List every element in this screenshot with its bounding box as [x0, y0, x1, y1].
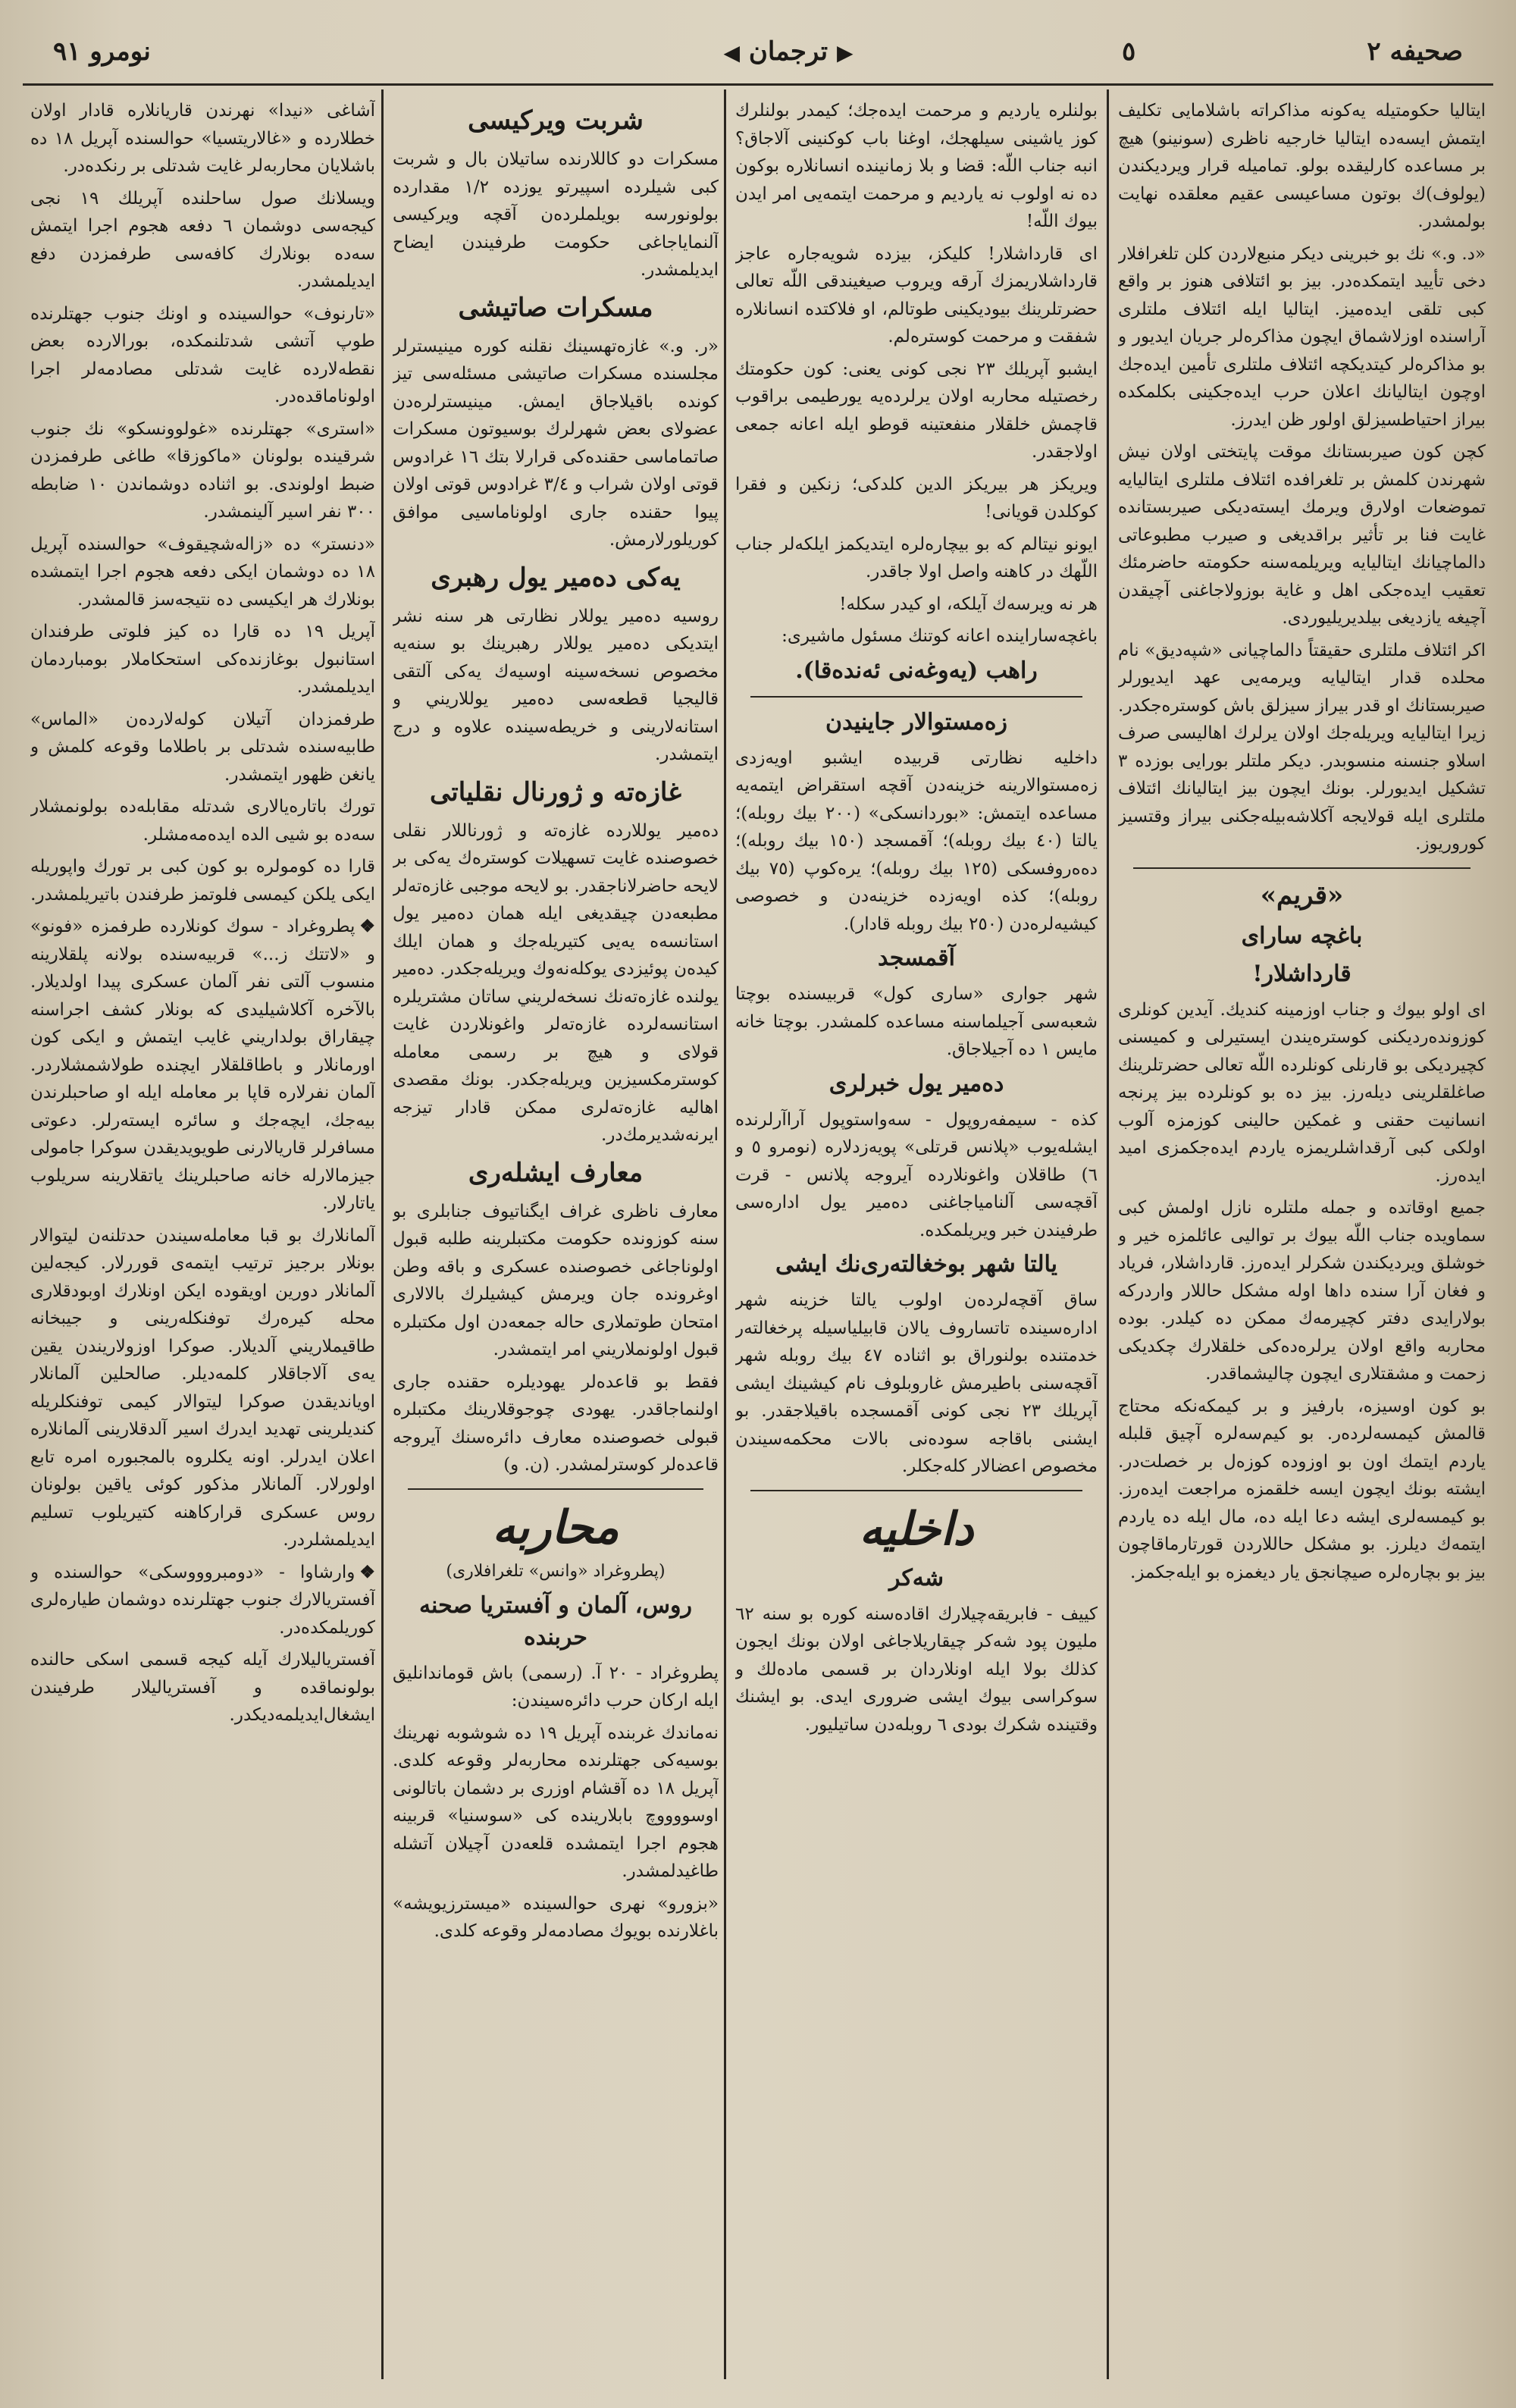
- article-paragraph: شهر جوارى «سارى كول» قربيسنده بوچتا شعبه‌سى آجيلماسنه مساعده كلمشدر. بوچتا خانه مايس ١ ده آجيلاجاق.: [735, 984, 1098, 1059]
- issue-number: نومرو ٩١: [53, 36, 151, 67]
- article-paragraph: اكر ائتلاف ملتلرى حقيقتاً دالماچيانى «شپه‌ديق» نام محلده قدار ايتاليايه ويرمه‌يى عهد ايديورلر صيربستانك او قدر بيراز سيزلق باش كوستره‌جكدر. زيرا ايتاليايه ويريله‌جك اولان يرلرك اهاليسى صرف اسلاو جنسنه منسوبدر. ديكر ملتلر بورايى بوزده ٣ تشكيل ايديورلر. بونك ايچون بيز ايتاليانك ائتلاف ملتلرى ايله قولايجه آكلاشه‌بيله‌جكنى بيراز وقتسيز كوروريوز.: [1118, 640, 1486, 854]
- article-paragraph: «استرى» جهتلرنده «غولوونسكو» نك جنوب شرقينده بولونان «ماكوزقا» طاغى طرفمزدن ضبط اولوندى. بو اثناده دوشماندن ١٠ ضابطه ٣٠٠ نفر اسير آلينمشدر.: [30, 419, 375, 522]
- arrow-left-icon: ◀: [723, 40, 741, 65]
- masthead: [23, 30, 1493, 86]
- article-paragraph: تورك باتاره‌يالارى شدتله مقابله‌ده بولونمشلار سه‌ده بو شيى الده ايده‌مه‌مشلر.: [30, 797, 375, 845]
- article-paragraph: ويسلانك صول ساحلنده آپريلك ١٩ نجى كيجه‌سى دوشمان ٦ دفعه هجوم اجرا ايتمش سه‌ده بونلارك كافه‌سى طرفمزدن دفع ايديلمشدر.: [30, 188, 375, 291]
- article-paragraph: «تارنوف» حوالسينده و اونك جنوب جهتلرنده طوپ آتشى شدتلنمكده، بورالارده بعض نقطه‌لارده غايت شدتلى مصادمه‌لر اجرا اولوناماقده‌در.: [30, 303, 375, 406]
- section-divider: [750, 1490, 1082, 1491]
- column-4: [30, 97, 375, 2372]
- article-paragraph: جميع اوقاتده و جمله ملتلره نازل اولمش كبى سماويده جناب اللّه بيوك بر تواليى عائلمزه خير و خوشلق ويرديكندن شكرلر ايده‌رز. قارداشلار، فرياد و فغان آرا سنده داها اوله مشكل حاللار واردركه بولارايدى دفتر كچيرمه‌ك ممكن ده كيلدر. بوده محاربه واقع اولان يرلره‌ده‌كى خلقلارك چكديكى زحمت و مشقتلارى ايچون چاليشماقدر.: [1118, 1198, 1486, 1384]
- article-paragraph: آپريل ١٩ ده قارا ده كيز فلوتى طرفندان استانبول بوغازنده‌كى استحكاملار بومباردمان ايديلمشدر.: [30, 622, 375, 697]
- section-title: زه‌مستوالار جاينيدن: [825, 708, 1007, 735]
- article-paragraph: ايونو نيتالم كه بو بيچاره‌لره ايتديكمز ايلكه‌لر جناب اللّهك در كاهنه واصل اولا جاقدر.: [735, 534, 1098, 582]
- article-paragraph: «دنستر» ده «زاله‌شچيقوف» حوالسنده آپريل ١٨ ده دوشمان ايكى دفعه هجوم اجرا ايتمشده بونلارك هر ايكيسى ده نتيجه‌سز قالمشدر.: [30, 534, 375, 610]
- banner-subtitle: (پطروغراد «وانس» تلغرافلارى): [446, 1561, 666, 1581]
- page-label: صحيفه ٢: [1367, 36, 1463, 67]
- article-paragraph: [30, 1559, 375, 1642]
- article-paragraph: داخليه نظارتى قربيده ايشبو اويه‌زدى زه‌مستوالارينه خزينه‌دن آقچه استقراض ايتمه‌يه مساعده ايتمش: «بوردانسكى» (٢٠٠ بيك روبله)؛ يالتا (٤٠ بيك روبله)؛ آقمسجد (١٥٠ بيك روبله)؛ ده‌ه‌روفسكى (١٢٥ بيك روبله)؛ يره‌كوپ (٧٥ بيك روبله)؛ كذه اويه‌زده خزينه‌دن و خصوصى كيشيه‌لره‌دن (٢٥٠ بيك روبله قادار).: [735, 748, 1098, 934]
- article-paragraph: نه‌ماندك غربنده آپريل ١٩ ده شوشوبه نهرينك بوسيه‌كى جهتلرنده محاربه‌لر وقوعه كلدى. آپريل ١٨ ده آقشام اوزرى بر دشمان باتالونى اوسووووچ بابلارينده كى «سوسنيا» قربينه هجوم اجرا ايتمشده قلعه‌دن آچيلان آتشله طاغيدلمشدر.: [393, 1723, 719, 1881]
- article-paragraph: بولنلره يارديم و مرحمت ايده‌جك؛ كيمدر بولنلرك كوز ياشينى سيلهجك، اوغنا باب كوكنينى آلاجاق؟ انبه جناب اللّه: قضا و بلا زمانينده انسانلاره بوكون ده نه اولوب نه يارديم و مرحمت ايتمه‌يى امر ايدن بيوك اللّه!: [735, 101, 1098, 231]
- section-divider: [408, 1488, 703, 1490]
- article-paragraph: ساق آقچه‌لرده‌ن اولوب يالتا خزينه شهر اداره‌سينده تاتساروف يالان قابيلياسيله پرخغالته‌ر خدمتنده بولنوراق بو اثناده ٤٧ بيك روبله شهر آقچه‌سنى باطيرمش غاروبلوف نام كيشينك ايشى آپريلك ٢٣ نجى كونى آقمسجده باقيلاجقدر. بو ايشنى باقاجه سود‌ه‌نى بالات محكمه‌سيندن مخصوص اعضالار كله‌جكلر.: [735, 1290, 1098, 1476]
- bullet-icon: ❖: [359, 1561, 375, 1582]
- page-mid-number: ٥: [1122, 36, 1136, 67]
- article-paragraph: طرفمزدان آتيلان كوله‌لارده‌ن «الماس» طابيه‌سنده شدتلى بر باطلاما وقوعه كلمش و يانغن ظهور ايتمشدر.: [30, 709, 375, 785]
- article-paragraph: كذه - سيمفه‌روپول - سه‌واستوپول آراآرلرنده ايشله‌يوب «پلانس قرتلى» پويه‌زدلاره (نومرو ٥ و ٦) طاقلان واغونلارده آيروجه پلانس - قرت آقچه‌سى آلنامياجاغنى ده‌مير يول اداره‌سى طرفيندن خبر ويريلمكده.: [735, 1109, 1098, 1240]
- paper-name: [705, 36, 872, 67]
- article-paragraph: كييف - فابريقه‌چيلارك اقاده‌سنه كوره بو سنه ٦٢ مليون پود شه‌كر چيقاريلاجاغى اولان بونك ايجون كذلك بولا ايله اونلاردان بر قسمى ماده‌لك و سوكراسى بيوك ايشى ضرورى ايدى. بو ايشنك وقتينده شكرك بودى ٦ روبله‌دن ساتيليور.: [735, 1604, 1098, 1735]
- arrow-right-icon: ▶: [836, 40, 854, 65]
- section-title: مسكرات صاتيشى: [458, 292, 653, 323]
- bullet-icon: ❖: [359, 916, 375, 936]
- article-paragraph: ايتاليا حكومتيله يه‌كونه مذاكراته باشلامايى تكليف ايتمش ايسه‌ده ايتاليا خارجيه ناظرى (سونينو) هيچ بر مساعده كارليقده بولو. تماميله قرار ويرديكندن (يولوف)ك بوتون مساعيسى عقيم معلقده نهايت بولمشدر.: [1118, 101, 1486, 231]
- section-subtitle: باغچه سارای: [1241, 922, 1363, 949]
- article-paragraph: اى قارداشلار! كليكز، بيزده شويه‌جاره عاجز قارداشلاريمزك آرقه ويروب صيغيندقى اللّه تعالى حضرتلرينك بيوديكينى طوتالم، او فلاكتده انسانلاره شفقت و مرحمت كوستره‌لم.: [735, 243, 1098, 346]
- article-paragraph: كچن كون صيربستانك موقت پايتختى اولان نيش شهرندن كلمش بر تلغرافده ائتلاف ملتلرى ايتاليايه تموضعات اولارق ويرمك ايسته‌ديكى صيربستانده غايت فنا بر تأثير براقديغى و صيرب مطبوعاتى دالماچيانك ايتاليايه ويريلمه‌سنه حكومته حاضرمئك تعقيب ايده‌جكى اهل و غاية بوزولاجاغنى آچيقدن آچيغه يازديغى بيلديريليوردى.: [1118, 442, 1486, 628]
- article-paragraph: معارف ناظرى غراف ايگناتيوف جنابلرى بو سنه كوزونده حكومت مكتبلرينه طلبه قبول اولوناجاغى خصوصنده عسكرى و باقه وطن اوغرونده جان ويرمش كيشيلرك بالالارى امتحان طوتملارى حاله جمعه‌دن اول مكتبلره قبول اولونملاريني امر ايتمشدر.: [393, 1201, 719, 1359]
- article-paragraph: آشاغى «نيدا» نهرندن قاريانلاره قادار اولان خطلارده و «غالاريتسيا» حوالسنده آپريل ١٨ ده باشلايان محاربه‌لر غايت شدتلى بر رنكده‌در.: [30, 101, 375, 176]
- article-text: پطروغراد - سوك كونلارده طرفمزه «فونو» و «لاتتك ز...» قربيه‌سنده بولانه پلقلارينه منسوب آلتى نفر آلمان عسكرى پيدا اولديلار. بالآخره آكلاشيليدى كه بونلار كشف اجراسنه چيقاراق بولداريني غايب ايتمش و ايكى كون اورمانلار و باطاقلقلار ايچنده طولاشمشلاردر. آلمان نفرلاره قاپا بر معامله ايله او صاحبلرندن بيه‌جك، ايچه‌جك و سائره ايسته‌رلر. دعوتى مسافرلر قاريالارنى طويويديقدن سوكرا جامولى جيزمالارله خانه صاحبلرينك ياتقلارينه سريلوب ياتارلار.: [30, 917, 375, 1213]
- article-paragraph: هر نه ويرسه‌ك آيلكه، او كيدر سكله!: [839, 594, 1098, 614]
- paper-title: ترجمان: [748, 36, 828, 67]
- article-paragraph: «بزورو» نهرى حوالسينده «ميسترزيويشه» باغلارنده بويوك مصادمه‌لر وقوعه كلدى.: [393, 1893, 719, 1941]
- section-divider: [750, 696, 1082, 698]
- article-paragraph: آلمانلارك بو قبا معامله‌سيندن حدتلنه‌ن ليتوالار بونلار برجيز ترتيب ايتمه‌ى قوررلار. كيجه‌لين آلمانلار دورين اويقوده ايكن اونلارك اوبودقلارى محله كيره‌رك توفنكله‌رينى و جيبخانه طاقيملاريني آلديلار. صوكرا اوزولاريندن يقين يه‌ى آلاجاقلار كلمه‌ديلر. صالحلين آلمانلار اويانديقدن صوكرا ليتوالار كيمى توفنكلريله كنديلرينى تهديد ايدرك اسير آلدقلارينى آلمانلاره اعلان ايدرلر. اونه يكلروه بالمجبوره امره تابع اولورلار. آلمانلار مذكور كوئى ياقين بولونان روس عسكرى قراركاهنه كتيريلوب تسليم ايديلمشلردر.: [30, 1225, 375, 1550]
- section-title: شه‌كر: [888, 1564, 944, 1591]
- column-divider: [1107, 89, 1109, 2379]
- article-paragraph: «ر. و.» غازه‌تهسينك نقلنه كوره مينيستر‌لر مجلسنده مسكرات صاتيشى مسئله‌سى تيز كونده باقيلاجاق ايمش. مينيسترلره‌دن عضولاى بعض شهرلرك بوسيوتون مسكرات صاتماماسى حقنده‌كى قرارلا بتك ١٦ غرادوس قوتى اولان شراب و ٣/٤ غرادوس قوتى اولان پيوا حقنده جارى اولوناماسيى موافق كوريلورلارمش.: [393, 336, 719, 550]
- article-paragraph: «د. و.» نك بو خبرينى ديكر منبع‌لاردن كلن تلغرافلار دخى تأييد ايتمكده‌در. بيز بو ائتلافى هنوز بر واقع كبى تلقى ايده‌ميز. ايتاليا ايله ائتلاف ملتلرى آراسنده اوزلاشماق ايچون مذاكره‌لر جريان ايديور و بو مذاكره‌لر كيتديكچه ائتلاف ملتلرى تأمين ايده‌جك اوچون ايتاليانك اعلان حرب ايده‌جكينى بكلمكده بيراز احتياطسيزلق اولور ظن ايدرز.: [1118, 243, 1486, 430]
- section-divider: [1133, 867, 1471, 869]
- section-banner: محاربه: [492, 1500, 619, 1554]
- column-3: [393, 97, 719, 2372]
- article-paragraph: [30, 913, 375, 1218]
- article-paragraph: باغچه‌ساراينده اعانه كوتنك مسئول ماشيرى:: [781, 626, 1098, 646]
- section-title: شربت ويركيسى: [468, 105, 644, 136]
- column-divider: [381, 89, 384, 2379]
- article-paragraph: بو كون اوسيزه، بارفيز و بر كيمكه‌نكه محتاج قالمش كيمسه‌لرده‌ر. بو كيم‌سه‌لره آچيق قلبله ياردم ايتمك اون بو اوزوده كوزه‌ل بر خصلت‌در. ايشته بونك ايچون ايسه خلقمزه مراجعت ايده‌رز. بو كيمسه‌لرى ايشه دعا ايله ده، مال ايله ده ياردم ايتمه‌ك ديلرز. بو مشكل حاللاردن قورتارماقاچون بيز بو بچاره‌لره صيچانجق يار ديغمزه بو ايله‌جكمز.: [1118, 1396, 1486, 1582]
- column-1: [1118, 97, 1486, 2372]
- article-paragraph: ويريكز هر بيريكز الدين كلدكى؛ زنكين و فقرا كوكلدن قويانى!: [735, 474, 1098, 522]
- section-title: ده‌مير يول خبرلرى: [828, 1070, 1004, 1097]
- signature: راهب (يه‌وغه‌نى ئه‌نده‌قا).: [795, 657, 1038, 684]
- section-title: يه‌كى ده‌مير يول رهبرى: [431, 562, 681, 593]
- column-2: [735, 97, 1098, 2372]
- article-paragraph: پطروغراد - ٢٠ آ. (رسمى) باش قوماندانليق ايله اركان حرب دائره‌سيندن:: [393, 1663, 719, 1710]
- article-paragraph: آفسترياليلارك آيله كيجه قسمى اسكى حالنده بولونماقده و آفسترياليلار طرفيندن ايشغال‌ايديلمه‌ديكدر.: [30, 1650, 375, 1725]
- section-title: روس، آلمان و آفستريا صحنه حربنده: [418, 1591, 693, 1651]
- section-title: يالتا شهر بوخغالته‌رى‌نك ايشى: [775, 1251, 1057, 1278]
- article-text: وارشاوا - «دومبروووسكى» حوالسنده و آفستريالارك جنوب جهتلرنده دوشمان طياره‌لرى كوريلمكده‌در.: [30, 1562, 375, 1638]
- article-paragraph: ايشبو آپريلك ٢٣ نجى كونى يعنى: كون حكومتك رخصتيله محاربه اولان يرلرده‌يه يورطيمى براقوب قاچمش خلقلار منفعتينه قوطو ايله اعانه جمعى اولاجقدر.: [735, 359, 1098, 462]
- article-paragraph: فقط بو قاعده‌لر يهوديلره حقنده جارى اولنماجاقدر. يهودى چوجوقلارينك مكتبلره قبولى خصوصنده معارف دائره‌سنك آيروجه قاعده‌لر كوسترلمشدر. (ن. و): [393, 1372, 719, 1475]
- section-title: غازه‌ته و ژورنال نقلياتى: [429, 776, 682, 807]
- section-title: معارف ايشله‌رى: [468, 1157, 644, 1188]
- article-paragraph: مسكرات دو كاللارنده ساتيلان بال و شربت كبى شيلرده اسپيرتو يوزده ١/٢ مقدارده بولونورسه بويلملرده‌ن آقچه ويركيسى آلنماياجاغى حكومت طرفيندن ايضاح ايديلمشدر.: [393, 149, 719, 280]
- article-paragraph: اى اولو بيوك و جناب اوزمينه كنديك. آيدين كونلرى كوزونده‌رديكنى كوستره‌يندن ايستيرلى و كميسنى كچيرديكى بو قارنلى كونلرده اللّه تعالى حضرتلرينك صاغلقلرينى ديله‌رز. بيز ده بو كونلرده بيز پرنجه انسانيت حقنى و غمكين حالينى كوزمزه آلوب اولكى كبى آرقداشلريمزه ياردم ايده‌جكمزى اميد ايده‌رز.: [1118, 999, 1486, 1186]
- section-title: «قريم»: [1260, 879, 1344, 911]
- article-paragraph: قارا ده كومولره بو كون كبى بر تورك واپوريله ايكى يلكن كيمسى فلوتمز طرفندن باتيريلمشدر.: [30, 857, 375, 905]
- section-title: آقمسجد: [878, 945, 955, 971]
- column-divider: [724, 89, 726, 2379]
- article-paragraph: روسيه ده‌مير يوللار نظارتى هر سنه نشر ايتديكى ده‌مير يوللار رهبرينك بو سنه‌يه مخصوص نسخه‌سينه اوسيه‌ك يه‌كى آلتقى قاليجيا قطعه‌سى ده‌مير يوللاريني و استانه‌لارينى و خريطه‌سينده علاوه و درج ايتمشدر.: [393, 606, 719, 764]
- greeting: قارداشلار!: [1252, 960, 1352, 987]
- article-paragraph: ده‌مير يوللارده غازه‌ته و ژورناللار نقلى خصوصنده غايت تسهيلات كوستره‌ك يه‌كى بر لايحه حاضرلاناجقدر. بو لايحه موجبى غازه‌ته‌لر مطبعه‌دن چيقديغى ايله همان ده‌مير يول استانسه‌ه يه‌يى كتيريله‌جك و همان ايلك كيده‌ن پوئيزدى يوكله‌نه‌وك ويريله‌جكدر. ده‌مير يولنده غازه‌ته‌نك نسخه‌لريني ساتان مشتريلره استانسه‌لرده غازه‌ته‌لر واغونلاردن غايت قولاى و هيچ بر رسمى معامله كوسترمكسيزين ويريله‌جكدر. بونك مقصدى اهاليه غازه‌ته‌لرى ممكن قادار تيزجه ايرنه‌شديرمك‌در.: [393, 820, 719, 1145]
- section-banner: داخليه: [859, 1502, 974, 1556]
